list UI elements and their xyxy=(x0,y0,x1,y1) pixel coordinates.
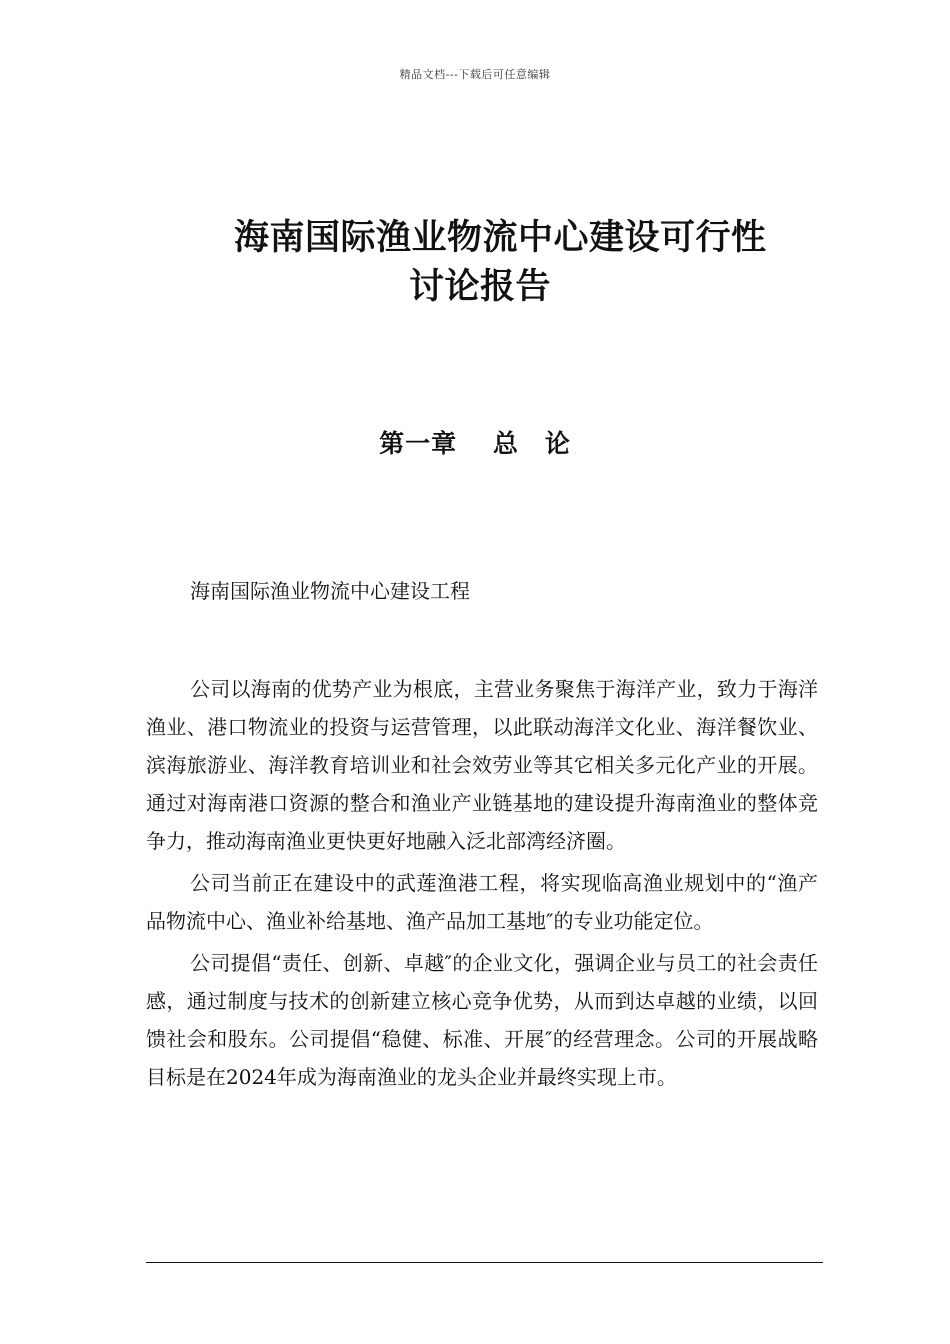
document-title xyxy=(234,213,854,311)
footer-divider xyxy=(146,1262,823,1263)
chapter-heading: 第一章 总 论 xyxy=(379,429,571,458)
paragraph-company-overview: 公司以海南的优势产业为根底，主营业务聚焦于海洋产业，致力于海洋渔业、港口物流业的投资与运营管理，以此联动海洋文化业、海洋餐饮业、滨海旅游业、海洋教育培训业和社会效劳业等其它相关多元化产业的开展。通过对海南港口资源的整合和渔业产业链基地的建设提升海南渔业的整体竞争力，推动海南渔业更快更好地融入泛北部湾经济圈。 xyxy=(146,677,818,853)
paragraph-company-culture: 公司提倡“责任、创新、卓越″的企业文化，强调企业与员工的社会责任感，通过制度与技术的创新建立核心竞争优势，从而到达卓越的业绩，以回馈社会和股东。公司提倡“稳健、标准、开展″的经营理念。公司的开展战略目标是在2024年成为海南渔业的龙头企业并最终实现上市。 xyxy=(146,951,818,1089)
paragraph-wulian-port: 公司当前正在建设中的武莲渔港工程，将实现临高渔业规划中的“渔产品物流中心、渔业补给基地、渔产品加工基地″的专业功能定位。 xyxy=(146,871,818,933)
document-title-line2: 讨论报告 xyxy=(409,266,552,307)
document-title-line1: 海南国际渔业物流中心建设可行性 xyxy=(234,217,767,258)
project-name: 海南国际渔业物流中心建设工程 xyxy=(190,579,470,603)
page-header-note: 精品文档---下载后可任意编辑 xyxy=(399,68,551,81)
body-text xyxy=(146,670,818,1096)
